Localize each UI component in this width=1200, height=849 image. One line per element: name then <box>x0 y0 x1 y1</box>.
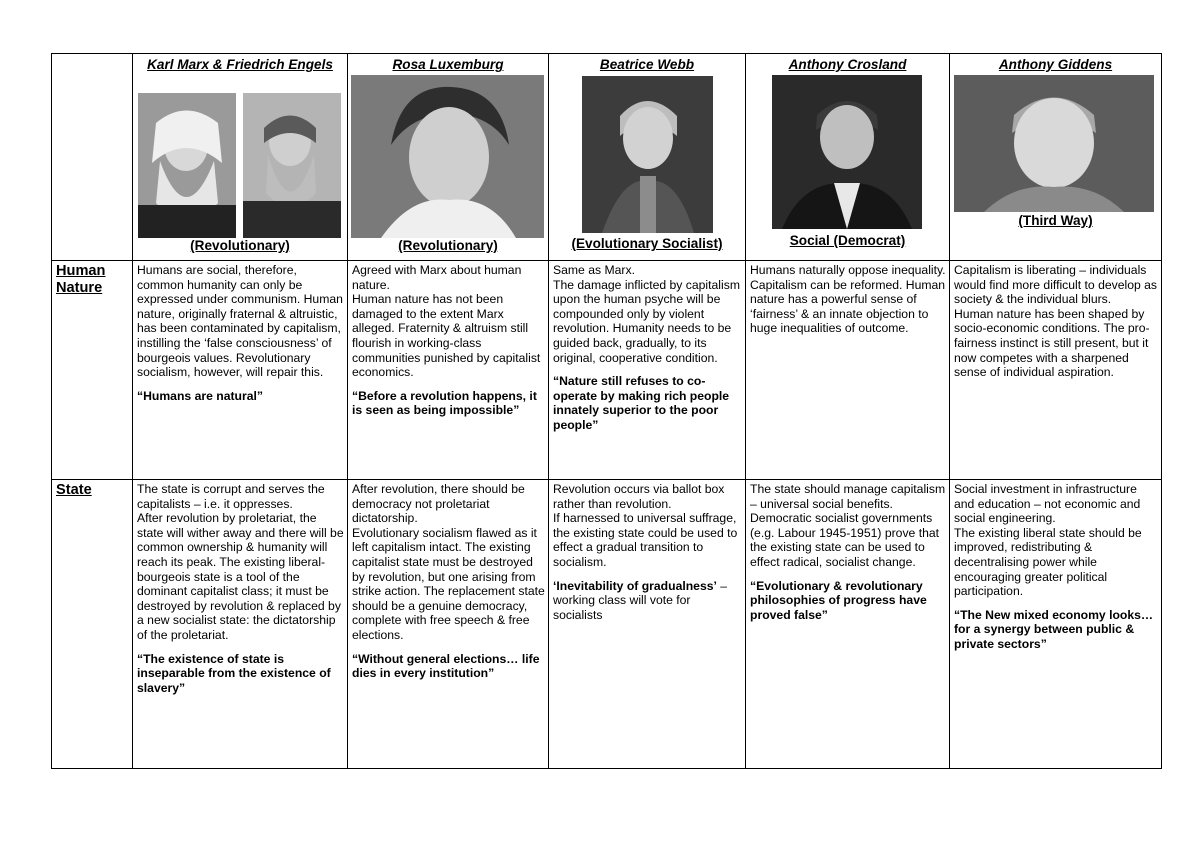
crosland-portrait <box>772 75 922 229</box>
cell-state-crosland: The state should manage capitalism – universal social benefits. Democratic socialist governments (e.g. Labour 1945-1951) prove that the existing state can be used to effect radical, socialist change. “Evolutionary & revolutionary philosophies of progress have proved false” <box>746 480 950 769</box>
thinker-name: Beatrice Webb <box>599 57 695 72</box>
thinker-type: (Third Way) <box>1018 213 1093 228</box>
header-marx-engels <box>133 54 348 261</box>
thinker-name: Anthony Crosland <box>788 57 907 72</box>
thinker-name: Anthony Giddens <box>998 57 1113 72</box>
comparison-table <box>51 53 1162 769</box>
thinker-type: (Evolutionary Socialist) <box>571 236 723 251</box>
cell-state-luxemburg: After revolution, there should be democracy not proletariat dictatorship. Evolutionary socialism flawed as it left capitalism intact. The existing capitalist state must be destroyed by revolution, but one arising from strike action. The replacement state should be a genuine democracy, complete with free speech & free elections. “Without general elections… life dies in every institution” <box>348 480 549 769</box>
thinker-type: (Revolutionary) <box>190 238 290 253</box>
gradualness-quote: ‘Inevitability of gradualness’ – working class will vote for socialists <box>553 578 728 622</box>
thinker-type: Social (Democrat) <box>789 233 906 248</box>
header-row <box>52 54 1162 261</box>
marx-engels-portrait <box>138 93 341 238</box>
row-human-nature <box>52 261 1162 480</box>
header-luxemburg <box>348 54 549 261</box>
cell-state-marx: The state is corrupt and serves the capitalists – i.e. it oppresses. After revolution by proletariat, the state will wither away and there will be common ownership & humanity will reach its peak. The existing liberal-bourgeois state is a tool of the dominant capitalist class; it must be destroyed by revolution & replaced by a new socialist state: the dictatorship of the proletariat. “The existence of state is inseparable from the existence of slavery” <box>133 480 348 769</box>
cell-state-giddens: Social investment in infrastructure and education – not economic and social engineering. The existing liberal state should be improved, redistributing & decentralising power while encouraging greater political participation. “The New mixed economy looks… for a synergy between public & private sectors” <box>950 480 1162 769</box>
webb-portrait <box>582 76 713 233</box>
row-label-state: State <box>52 480 133 769</box>
row-state <box>52 480 1162 769</box>
luxemburg-portrait <box>351 75 544 238</box>
cell-human-giddens: Capitalism is liberating – individuals would find more difficult to develop as society & the individual blurs. Human nature has been shaped by socio-economic conditions. The pro-fairness instinct is still present, but it now competes with a sharpened sense of individual aspiration. <box>950 261 1162 480</box>
header-giddens <box>950 54 1162 261</box>
cell-human-webb: Same as Marx. The damage inflicted by capitalism upon the human psyche will be compounded only by violent revolution. Humanity needs to be guided back, gradually, to its original, cooperative condition. “Nature still refuses to co-operate by making rich people innately superior to the poor people” <box>549 261 746 480</box>
thinker-name: Rosa Luxemburg <box>392 57 504 72</box>
cell-state-webb: Revolution occurs via ballot box rather than revolution. If harnessed to universal suffrage, the existing state could be used to effect a gradual transition to socialism. ‘Inevitability of gradualness’ – working class will vote for socialists <box>549 480 746 769</box>
row-label-human-nature: Human Nature <box>52 261 133 480</box>
cell-human-crosland: Humans naturally oppose inequality. Capitalism can be reformed. Human nature has a powerful sense of ‘fairness’ & an innate objection to huge inequalities of outcome. <box>746 261 950 480</box>
corner-cell <box>52 54 133 261</box>
thinker-type: (Revolutionary) <box>398 238 498 253</box>
thinker-name: Karl Marx & Friedrich Engels <box>147 57 333 72</box>
giddens-portrait <box>954 75 1154 212</box>
cell-human-luxemburg: Agreed with Marx about human nature. Human nature has not been damaged to the extent Marx alleged. Fraternity & altruism still flourish in working-class communities punished by capitalist economics. “Before a revolution happens, it is seen as being impossible” <box>348 261 549 480</box>
header-crosland <box>746 54 950 261</box>
header-webb <box>549 54 746 261</box>
cell-human-marx: Humans are social, therefore, common humanity can only be expressed under communism. Human nature, originally fraternal & altruistic, has been contaminated by capitalism, instilling the ‘false consciousness’ of bourgeois values. Revolutionary socialism, however, will repair this. “Humans are natural” <box>133 261 348 480</box>
